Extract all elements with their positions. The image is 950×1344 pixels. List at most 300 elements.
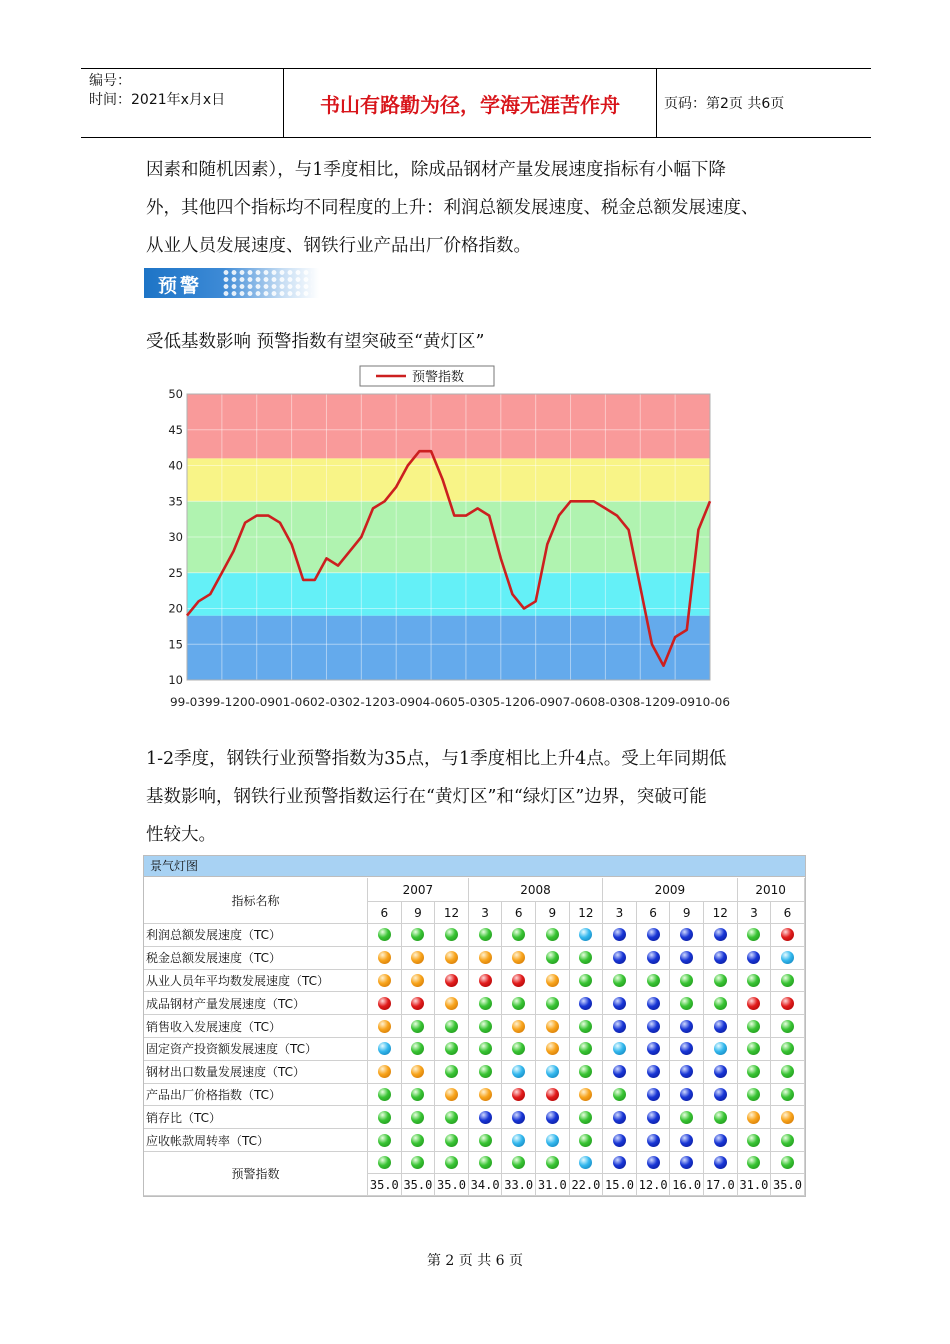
light-cell (670, 1129, 704, 1152)
light-cell (368, 1106, 402, 1129)
status-light-icon (613, 951, 626, 964)
light-cell (435, 970, 469, 993)
index-value: 22.0 (570, 1174, 604, 1196)
light-cell (637, 1106, 671, 1129)
light-cell (670, 947, 704, 970)
status-light-icon (546, 1111, 559, 1124)
status-light-icon (411, 1042, 424, 1055)
light-cell (637, 947, 671, 970)
light-cell (637, 1129, 671, 1152)
light-cell (603, 1129, 637, 1152)
light-cell (402, 1015, 436, 1038)
light-cell (704, 1015, 738, 1038)
status-light-icon (647, 1088, 660, 1101)
light-cell (402, 1061, 436, 1084)
light-cell (469, 992, 503, 1015)
status-light-icon (479, 1134, 492, 1147)
light-cell (368, 970, 402, 993)
year-header: 2009 (603, 878, 737, 902)
year-header: 2007 (368, 878, 469, 902)
quarter-header: 12 (570, 902, 604, 924)
light-cell (469, 1106, 503, 1129)
index-value: 31.0 (536, 1174, 570, 1196)
status-light-icon (647, 1042, 660, 1055)
quarter-header: 6 (771, 902, 805, 924)
quarter-header: 12 (435, 902, 469, 924)
status-light-icon (579, 1042, 592, 1055)
light-cell (536, 992, 570, 1015)
light-cell (368, 1015, 402, 1038)
light-cell (603, 947, 637, 970)
quarter-header: 9 (402, 902, 436, 924)
light-cell (771, 947, 805, 970)
light-cell (536, 1084, 570, 1107)
status-light-icon (378, 1111, 391, 1124)
header-motto: 书山有路勤为径，学海无涯苦作舟 (284, 69, 657, 137)
light-cell (670, 1038, 704, 1061)
light-cell (536, 1015, 570, 1038)
status-light-icon (714, 951, 727, 964)
status-light-icon (479, 1042, 492, 1055)
status-light-icon (579, 1065, 592, 1078)
light-cell (368, 1129, 402, 1152)
status-light-icon (546, 1088, 559, 1101)
status-light-icon (512, 1042, 525, 1055)
light-cell (704, 1038, 738, 1061)
light-cell (402, 947, 436, 970)
light-cell (402, 1129, 436, 1152)
status-light-icon (512, 974, 525, 987)
light-cell (435, 1084, 469, 1107)
index-light-cell (435, 1152, 469, 1174)
quarter-header: 12 (704, 902, 738, 924)
index-light-cell (570, 1152, 604, 1174)
light-cell (704, 1106, 738, 1129)
light-cell (435, 1038, 469, 1061)
chart-zone-band (187, 573, 710, 616)
indicator-name: 固定资产投资额发展速度（TC） (144, 1038, 368, 1061)
status-light-icon (579, 951, 592, 964)
status-light-icon (781, 1065, 794, 1078)
status-light-icon (613, 1042, 626, 1055)
indicator-name: 成品钢材产量发展速度（TC） (144, 992, 368, 1015)
status-light-icon (613, 1088, 626, 1101)
year-header: 2010 (738, 878, 805, 902)
status-light-icon (512, 928, 525, 941)
light-cell (603, 992, 637, 1015)
light-cell (469, 924, 503, 947)
index-value: 34.0 (469, 1174, 503, 1196)
light-cell (738, 924, 772, 947)
index-value: 35.0 (771, 1174, 805, 1196)
status-light-icon (378, 1042, 391, 1055)
header-page-info: 页码：第2页 共6页 (664, 96, 785, 112)
status-light-icon (680, 1042, 693, 1055)
light-cell (738, 1084, 772, 1107)
status-light-icon (479, 1111, 492, 1124)
index-light-cell (704, 1152, 738, 1174)
light-cell (637, 1084, 671, 1107)
quarter-header: 6 (368, 902, 402, 924)
light-cell (502, 1084, 536, 1107)
light-cell (603, 1106, 637, 1129)
y-tick-label: 30 (168, 530, 183, 544)
status-light-icon (781, 1111, 794, 1124)
light-cell (670, 970, 704, 993)
status-light-icon (613, 1134, 626, 1147)
light-cell (570, 1061, 604, 1084)
status-light-icon (680, 928, 693, 941)
indicator-name: 销售收入发展速度（TC） (144, 1015, 368, 1038)
number-label: 编号： (89, 73, 131, 89)
page-footer: 第 2 页 共 6 页 (426, 1253, 524, 1269)
status-light-icon (680, 997, 693, 1010)
status-light-icon (747, 974, 760, 987)
light-cell (570, 1038, 604, 1061)
status-light-icon (445, 1020, 458, 1033)
light-cell (502, 1106, 536, 1129)
quarter-header: 9 (536, 902, 570, 924)
index-value: 16.0 (670, 1174, 704, 1196)
status-light-icon (512, 1156, 525, 1169)
status-light-icon (781, 1134, 794, 1147)
status-light-icon (747, 951, 760, 964)
status-light-icon (378, 1134, 391, 1147)
light-cell (435, 992, 469, 1015)
section-banner-label: 预警 (158, 275, 203, 297)
indicator-name: 应收帐款周转率（TC） (144, 1129, 368, 1152)
status-light-icon (479, 951, 492, 964)
light-cell (704, 947, 738, 970)
light-cell (536, 1038, 570, 1061)
light-cell (502, 970, 536, 993)
light-cell (570, 924, 604, 947)
light-cell (536, 947, 570, 970)
index-light-cell (502, 1152, 536, 1174)
status-light-icon (445, 928, 458, 941)
status-light-icon (445, 1042, 458, 1055)
light-cell (603, 1015, 637, 1038)
light-cell (570, 1129, 604, 1152)
light-cell (402, 1038, 436, 1061)
status-light-icon (579, 1088, 592, 1101)
light-cell (368, 1084, 402, 1107)
status-light-icon (411, 1020, 424, 1033)
light-cell (402, 970, 436, 993)
status-light-icon (747, 1020, 760, 1033)
status-light-icon (378, 1156, 391, 1169)
index-light-cell (670, 1152, 704, 1174)
status-light-icon (613, 1111, 626, 1124)
status-light-icon (445, 1156, 458, 1169)
light-cell (435, 947, 469, 970)
light-cell (771, 1061, 805, 1084)
y-tick-label: 40 (168, 458, 183, 473)
status-light-icon (680, 951, 693, 964)
status-light-icon (579, 1156, 592, 1169)
light-cell (402, 924, 436, 947)
light-cell (469, 1015, 503, 1038)
light-cell (502, 924, 536, 947)
paragraph-2-line: 性较大。 (146, 825, 216, 845)
light-cell (502, 1015, 536, 1038)
light-cell (637, 924, 671, 947)
status-light-icon (512, 1065, 525, 1078)
status-light-icon (479, 1020, 492, 1033)
status-light-icon (479, 997, 492, 1010)
status-light-icon (747, 1111, 760, 1124)
light-cell (536, 1129, 570, 1152)
status-light-icon (512, 1088, 525, 1101)
index-light-cell (738, 1152, 772, 1174)
index-value: 12.0 (637, 1174, 671, 1196)
light-cell (570, 947, 604, 970)
page-header (81, 68, 871, 138)
light-cell (738, 1106, 772, 1129)
status-light-icon (411, 974, 424, 987)
index-light-cell (637, 1152, 671, 1174)
status-light-icon (781, 974, 794, 987)
status-light-icon (411, 1156, 424, 1169)
light-cell (570, 1015, 604, 1038)
light-cell (469, 1129, 503, 1152)
status-light-icon (781, 951, 794, 964)
status-light-icon (512, 1020, 525, 1033)
status-light-icon (781, 928, 794, 941)
status-light-icon (613, 997, 626, 1010)
status-light-icon (680, 1156, 693, 1169)
table-title: 景气灯图 (144, 856, 805, 877)
indicator-name: 从业人员年平均数发展速度（TC） (144, 970, 368, 993)
status-light-icon (546, 1020, 559, 1033)
status-light-icon (512, 951, 525, 964)
status-light-icon (647, 1020, 660, 1033)
quarter-header: 3 (603, 902, 637, 924)
index-value: 35.0 (402, 1174, 436, 1196)
chart-zone-band (187, 394, 710, 458)
indicator-name: 销存比（TC） (144, 1106, 368, 1129)
index-value: 35.0 (435, 1174, 469, 1196)
light-cell (670, 992, 704, 1015)
indicator-name: 产品出厂价格指数（TC） (144, 1084, 368, 1107)
light-cell (502, 1038, 536, 1061)
light-cell (704, 1129, 738, 1152)
light-cell (670, 924, 704, 947)
paragraph-1-line: 从业人员发展速度、钢铁行业产品出厂价格指数。 (146, 236, 531, 256)
status-light-icon (680, 974, 693, 987)
status-light-icon (613, 1065, 626, 1078)
light-cell (435, 1061, 469, 1084)
status-light-icon (445, 974, 458, 987)
paragraph-2-line: 1-2季度，钢铁行业预警指数为35点，与1季度相比上升4点。受上年同期低 (146, 749, 727, 769)
status-light-icon (647, 1111, 660, 1124)
status-light-icon (546, 1065, 559, 1078)
status-light-icon (546, 997, 559, 1010)
status-light-icon (378, 1020, 391, 1033)
light-cell (771, 970, 805, 993)
quarter-header: 3 (738, 902, 772, 924)
status-light-icon (512, 997, 525, 1010)
status-light-icon (647, 1065, 660, 1078)
paragraph-1 (146, 151, 826, 265)
status-light-icon (747, 1156, 760, 1169)
light-cell (771, 1084, 805, 1107)
index-light-cell (536, 1152, 570, 1174)
light-cell (704, 1084, 738, 1107)
name-column-header: 指标名称 (144, 878, 368, 924)
light-cell (368, 924, 402, 947)
indicator-light-table (143, 855, 806, 1197)
status-light-icon (714, 974, 727, 987)
light-cell (670, 1061, 704, 1084)
light-cell (738, 1038, 772, 1061)
index-light-cell (402, 1152, 436, 1174)
light-cell (637, 1015, 671, 1038)
legend-label: 预警指数 (412, 370, 465, 385)
light-cell (771, 1129, 805, 1152)
status-light-icon (411, 1134, 424, 1147)
light-cell (502, 1061, 536, 1084)
status-light-icon (378, 974, 391, 987)
status-light-icon (445, 1088, 458, 1101)
year-header: 2008 (469, 878, 603, 902)
light-cell (603, 1061, 637, 1084)
section-banner (144, 268, 319, 298)
status-light-icon (546, 928, 559, 941)
light-cell (570, 970, 604, 993)
quarter-header: 6 (637, 902, 671, 924)
light-cell (502, 1129, 536, 1152)
index-light-cell (368, 1152, 402, 1174)
y-tick-label: 15 (168, 637, 183, 652)
chart-zone-band (187, 616, 710, 680)
status-light-icon (378, 928, 391, 941)
light-cell (402, 992, 436, 1015)
paragraph-1-line: 因素和随机因素），与1季度相比，除成品钢材产量发展速度指标有小幅下降 (146, 160, 726, 180)
indicator-name: 钢材出口数量发展速度（TC） (144, 1061, 368, 1084)
status-light-icon (680, 1020, 693, 1033)
light-cell (704, 924, 738, 947)
light-cell (603, 970, 637, 993)
light-cell (570, 992, 604, 1015)
warning-index-label: 预警指数 (144, 1152, 368, 1196)
paragraph-2 (146, 740, 826, 854)
status-light-icon (647, 1134, 660, 1147)
warning-index-chart (144, 360, 734, 715)
light-cell (603, 924, 637, 947)
status-light-icon (445, 997, 458, 1010)
light-cell (670, 1106, 704, 1129)
status-light-icon (680, 1065, 693, 1078)
status-light-icon (647, 1156, 660, 1169)
light-cell (536, 1061, 570, 1084)
status-light-icon (411, 997, 424, 1010)
light-cell (502, 947, 536, 970)
light-cell (368, 992, 402, 1015)
index-value: 17.0 (704, 1174, 738, 1196)
status-light-icon (647, 974, 660, 987)
light-cell (738, 1129, 772, 1152)
status-light-icon (613, 928, 626, 941)
light-cell (435, 1129, 469, 1152)
status-light-icon (714, 1134, 727, 1147)
index-value: 31.0 (738, 1174, 772, 1196)
light-cell (469, 947, 503, 970)
status-light-icon (546, 1156, 559, 1169)
chart-subtitle: 受低基数影响 预警指数有望突破至“黄灯区” (146, 332, 485, 352)
status-light-icon (378, 997, 391, 1010)
status-light-icon (512, 1134, 525, 1147)
light-cell (738, 992, 772, 1015)
status-light-icon (479, 1156, 492, 1169)
light-cell (570, 1084, 604, 1107)
banner-dots-pattern (222, 269, 312, 297)
light-cell (368, 947, 402, 970)
light-cell (771, 1038, 805, 1061)
status-light-icon (479, 1065, 492, 1078)
light-cell (435, 924, 469, 947)
status-light-icon (747, 928, 760, 941)
status-light-icon (411, 1088, 424, 1101)
light-cell (637, 970, 671, 993)
status-light-icon (647, 951, 660, 964)
status-light-icon (445, 1065, 458, 1078)
light-cell (637, 992, 671, 1015)
status-light-icon (613, 1020, 626, 1033)
status-light-icon (613, 1156, 626, 1169)
light-cell (704, 992, 738, 1015)
y-tick-label: 50 (168, 387, 183, 401)
status-light-icon (714, 928, 727, 941)
header-meta (81, 69, 284, 137)
light-cell (368, 1061, 402, 1084)
status-light-icon (680, 1134, 693, 1147)
light-cell (469, 1061, 503, 1084)
status-light-icon (747, 1088, 760, 1101)
light-cell (670, 1015, 704, 1038)
light-cell (536, 970, 570, 993)
status-light-icon (579, 1111, 592, 1124)
indicator-name: 利润总额发展速度（TC） (144, 924, 368, 947)
status-light-icon (445, 1134, 458, 1147)
status-light-icon (411, 1065, 424, 1078)
status-light-icon (546, 1134, 559, 1147)
status-light-icon (747, 1065, 760, 1078)
status-light-icon (714, 1042, 727, 1055)
light-cell (603, 1084, 637, 1107)
light-cell (502, 992, 536, 1015)
status-light-icon (747, 1134, 760, 1147)
light-cell (771, 924, 805, 947)
index-value: 35.0 (368, 1174, 402, 1196)
light-cell (570, 1106, 604, 1129)
status-light-icon (781, 997, 794, 1010)
light-cell (435, 1106, 469, 1129)
light-cell (704, 1061, 738, 1084)
y-tick-label: 20 (168, 601, 183, 616)
y-tick-label: 10 (168, 673, 183, 687)
light-cell (738, 1061, 772, 1084)
status-light-icon (781, 1042, 794, 1055)
status-light-icon (647, 997, 660, 1010)
y-tick-label: 45 (168, 422, 183, 437)
light-cell (536, 924, 570, 947)
quarter-header: 9 (670, 902, 704, 924)
status-light-icon (546, 1042, 559, 1055)
status-light-icon (714, 1156, 727, 1169)
light-cell (771, 1015, 805, 1038)
quarter-header: 6 (502, 902, 536, 924)
